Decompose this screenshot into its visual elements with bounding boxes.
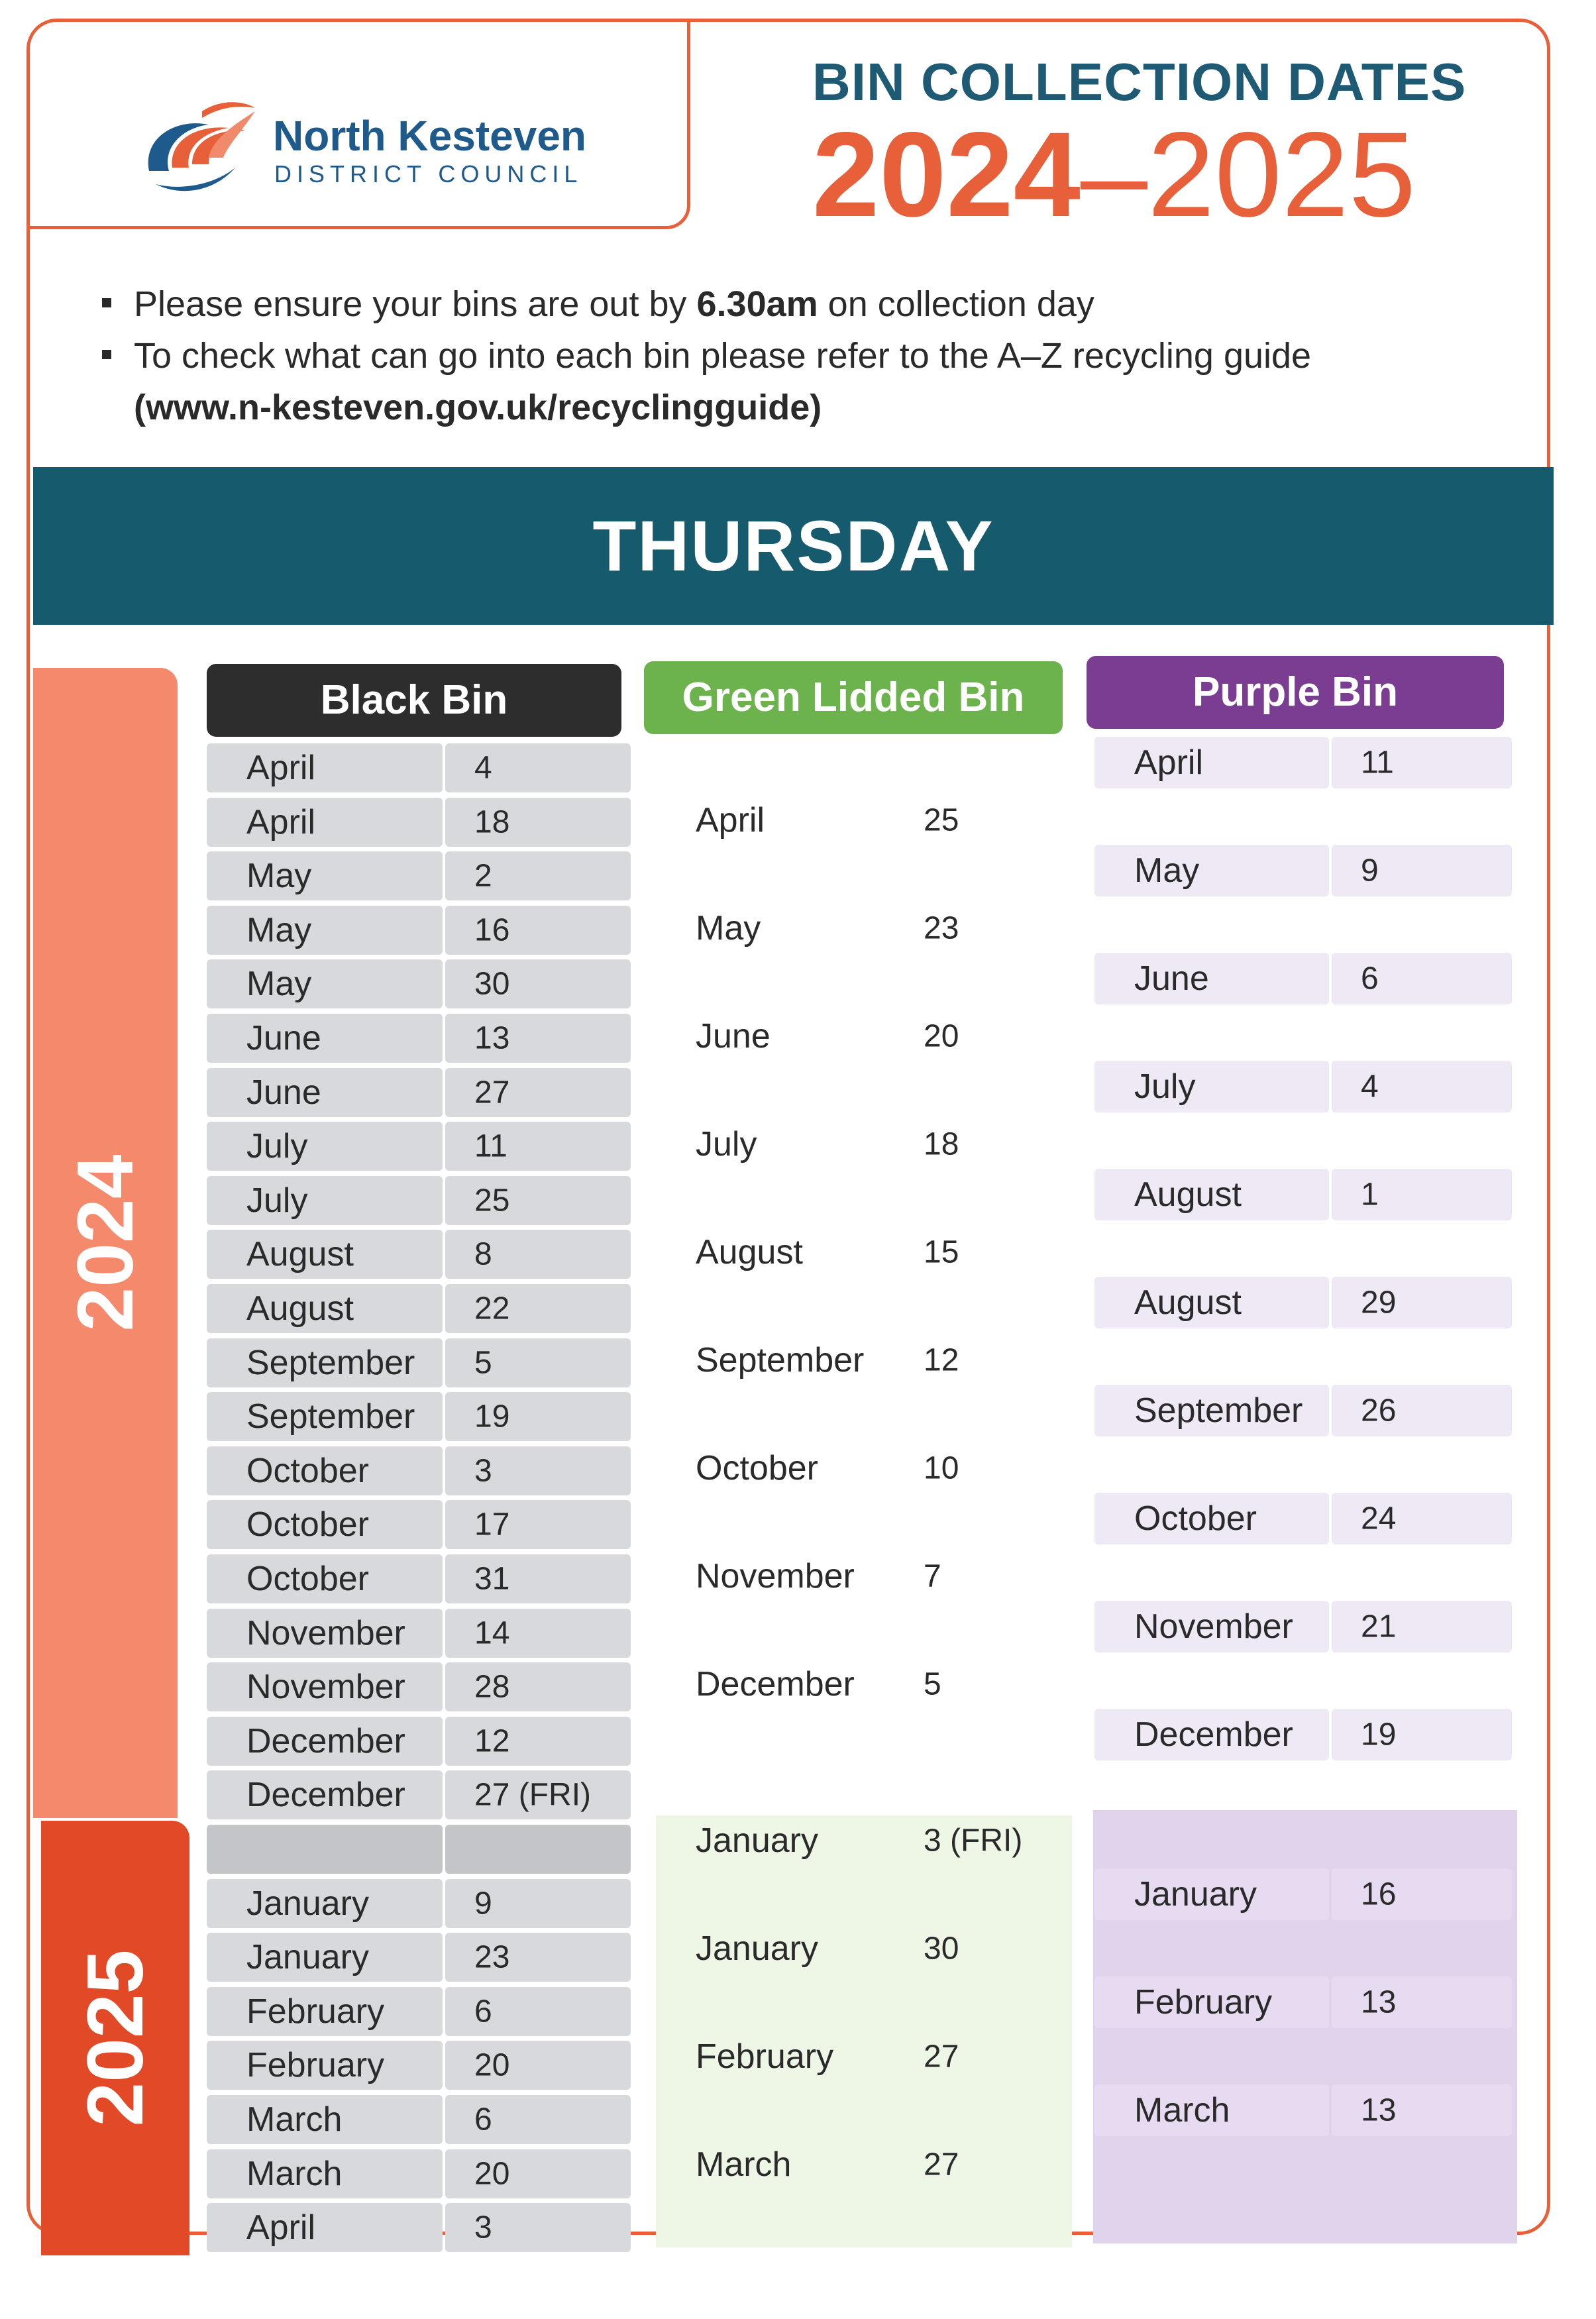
table-row xyxy=(656,903,1067,953)
day-value: 3 xyxy=(474,2210,492,2245)
day-value: 4 xyxy=(1361,1069,1379,1105)
table-row xyxy=(656,1227,1067,1277)
day-value: 25 xyxy=(474,1183,510,1218)
day-value: 3 xyxy=(474,1453,492,1489)
day-value: 28 xyxy=(474,1669,510,1705)
table-row xyxy=(656,1923,1067,1974)
day-value: 19 xyxy=(474,1399,510,1434)
day-cell xyxy=(445,1987,631,2036)
day-cell xyxy=(1332,1868,1512,1920)
table-row xyxy=(656,1011,1067,1061)
info-bullet-2 xyxy=(99,330,1491,382)
year-tab-2025 xyxy=(41,1821,189,2255)
table-row xyxy=(1094,1868,1512,1920)
month-label: July xyxy=(246,1181,308,1220)
month-label: August xyxy=(696,1233,803,1271)
month-cell xyxy=(207,1879,443,1928)
day-value: 19 xyxy=(1361,1717,1397,1753)
month-cell xyxy=(656,795,892,845)
day-cell xyxy=(445,743,631,792)
year-range-end: 2025 xyxy=(1147,107,1416,242)
month-cell xyxy=(1094,1976,1329,2028)
month-label: October xyxy=(1134,1499,1257,1538)
month-cell xyxy=(207,1609,443,1658)
day-cell xyxy=(1332,2084,1512,2136)
day-value: 27 (FRI) xyxy=(474,1777,592,1813)
month-label: August xyxy=(246,1235,354,1273)
month-cell xyxy=(207,1770,443,1819)
day-value: 22 xyxy=(474,1291,510,1326)
day-value: 30 xyxy=(474,966,510,1002)
month-cell xyxy=(1094,1385,1329,1436)
page-title: BIN COLLECTION DATES xyxy=(812,52,1467,111)
month-label: September xyxy=(246,1397,415,1436)
table-row xyxy=(207,851,631,900)
table-row xyxy=(1094,1061,1512,1112)
month-cell xyxy=(656,1011,892,1061)
month-label: January xyxy=(1134,1875,1257,1914)
month-cell xyxy=(207,1068,443,1117)
table-row xyxy=(1094,1976,1512,2028)
month-cell xyxy=(1094,1169,1329,1220)
month-cell xyxy=(207,798,443,847)
day-cell xyxy=(445,1717,631,1766)
month-cell xyxy=(656,1119,892,1169)
month-label: June xyxy=(246,1019,321,1057)
month-label: January xyxy=(246,1938,369,1976)
info-text: Please ensure your bins are out by xyxy=(134,284,697,324)
table-row xyxy=(207,1500,631,1549)
bullet-icon xyxy=(102,350,111,359)
table-row xyxy=(207,743,631,792)
day-cell xyxy=(1332,1277,1512,1328)
recycling-guide-link[interactable]: (www.n-kesteven.gov.uk/recyclingguide) xyxy=(134,388,822,427)
table-row xyxy=(656,1119,1067,1169)
month-cell xyxy=(207,2149,443,2198)
council-subtitle: DISTRICT COUNCIL xyxy=(274,160,583,188)
table-row xyxy=(1094,1169,1512,1220)
month-label: May xyxy=(1134,851,1200,890)
table-row xyxy=(207,906,631,955)
day-value: 31 xyxy=(474,1561,510,1597)
month-cell xyxy=(207,2041,443,2090)
day-cell xyxy=(894,1335,1067,1385)
month-label: September xyxy=(1134,1391,1303,1430)
month-cell xyxy=(1094,953,1329,1004)
month-cell xyxy=(207,959,443,1008)
month-label: May xyxy=(246,911,312,949)
month-label: June xyxy=(246,1073,321,1112)
month-label: January xyxy=(696,1821,818,1860)
day-value: 27 xyxy=(924,2147,959,2183)
month-cell xyxy=(207,1717,443,1766)
month-cell xyxy=(656,1335,892,1385)
table-row xyxy=(1094,953,1512,1004)
month-label: October xyxy=(696,1449,818,1487)
month-label: April xyxy=(246,803,316,841)
day-cell xyxy=(1332,1493,1512,1544)
month-label: April xyxy=(246,749,316,787)
table-row xyxy=(207,2095,631,2144)
table-row xyxy=(207,1176,631,1225)
month-label: December xyxy=(246,1776,405,1814)
day-cell xyxy=(1332,737,1512,788)
day-cell xyxy=(1332,1169,1512,1220)
day-cell xyxy=(445,2041,631,2090)
month-cell xyxy=(207,743,443,792)
day-value: 9 xyxy=(474,1886,492,1921)
day-cell xyxy=(445,1014,631,1063)
green-bin-table xyxy=(656,795,1067,2319)
green-bin-header: Green Lidded Bin xyxy=(644,661,1063,734)
month-cell xyxy=(207,1176,443,1225)
month-cell xyxy=(207,906,443,955)
table-row xyxy=(1094,1277,1512,1328)
month-cell xyxy=(207,1500,443,1549)
table-row xyxy=(207,1122,631,1171)
month-label: July xyxy=(1134,1067,1196,1106)
day-value: 20 xyxy=(474,2047,510,2083)
year-label: 2025 xyxy=(71,1949,160,2127)
month-label: July xyxy=(246,1127,308,1165)
month-cell xyxy=(1094,1493,1329,1544)
month-cell xyxy=(207,851,443,900)
day-cell xyxy=(445,906,631,955)
day-value: 25 xyxy=(924,802,959,838)
month-label: November xyxy=(696,1557,855,1595)
day-value: 23 xyxy=(474,1939,510,1975)
month-cell xyxy=(207,1446,443,1495)
day-cell xyxy=(445,1825,631,1874)
day-cell xyxy=(894,1551,1067,1601)
day-value: 18 xyxy=(924,1126,959,1162)
table-row xyxy=(207,2041,631,2090)
purple-bin-table xyxy=(1094,737,1512,2261)
month-cell xyxy=(207,1338,443,1387)
day-value: 2 xyxy=(474,858,492,894)
month-cell xyxy=(656,1443,892,1493)
month-cell xyxy=(656,1923,892,1974)
day-cell xyxy=(445,1122,631,1171)
table-row xyxy=(1094,1601,1512,1652)
month-cell xyxy=(207,1987,443,2036)
month-cell xyxy=(656,2139,892,2190)
table-row xyxy=(207,1609,631,1658)
month-label: June xyxy=(696,1017,771,1055)
day-cell xyxy=(894,1923,1067,1974)
month-label: May xyxy=(246,857,312,895)
black-bin-table xyxy=(207,743,631,2257)
day-value: 11 xyxy=(474,1128,507,1164)
council-name: North Kesteven xyxy=(273,112,586,160)
month-cell xyxy=(656,903,892,953)
day-value: 29 xyxy=(1361,1285,1397,1321)
day-cell xyxy=(445,1284,631,1333)
month-label: December xyxy=(696,1665,855,1703)
table-row xyxy=(207,1717,631,1766)
table-row xyxy=(656,2139,1067,2190)
table-row xyxy=(656,1443,1067,1493)
day-cell xyxy=(445,959,631,1008)
month-label: August xyxy=(246,1289,354,1328)
day-cell xyxy=(1332,1061,1512,1112)
day-cell xyxy=(445,1609,631,1658)
month-label: March xyxy=(246,2155,343,2193)
month-label: October xyxy=(246,1560,369,1598)
year-range-start: 2024 xyxy=(812,107,1081,242)
table-row xyxy=(656,1815,1067,1866)
day-value: 30 xyxy=(924,1931,959,1967)
table-row xyxy=(207,1770,631,1819)
month-label: December xyxy=(246,1722,405,1760)
month-label: April xyxy=(246,2208,316,2247)
table-row xyxy=(207,1392,631,1441)
table-row xyxy=(207,1879,631,1928)
table-row xyxy=(1094,1493,1512,1544)
day-cell xyxy=(445,1068,631,1117)
table-row xyxy=(656,1659,1067,1709)
day-cell xyxy=(1332,1709,1512,1760)
month-label: July xyxy=(696,1125,757,1163)
month-cell xyxy=(1094,1709,1329,1760)
day-cell xyxy=(445,1554,631,1603)
day-cell xyxy=(445,1446,631,1495)
day-value: 10 xyxy=(924,1450,959,1486)
month-label: February xyxy=(1134,1983,1273,2022)
table-row xyxy=(656,1335,1067,1385)
day-value: 4 xyxy=(474,750,492,786)
month-cell xyxy=(1094,1601,1329,1652)
day-value: 13 xyxy=(1361,2092,1397,2128)
day-cell xyxy=(894,1119,1067,1169)
day-cell xyxy=(894,903,1067,953)
table-row xyxy=(207,2149,631,2198)
month-cell xyxy=(207,1122,443,1171)
day-cell xyxy=(894,2031,1067,2082)
day-value: 9 xyxy=(1361,853,1379,889)
day-cell xyxy=(1332,953,1512,1004)
day-cell xyxy=(894,1815,1067,1866)
month-cell xyxy=(207,2095,443,2144)
council-logo-icon xyxy=(136,91,262,197)
day-cell xyxy=(445,1770,631,1819)
day-value: 21 xyxy=(1361,1609,1397,1645)
day-value: 12 xyxy=(474,1723,510,1759)
day-value: 16 xyxy=(1361,1876,1397,1912)
table-row xyxy=(207,2203,631,2252)
info-text: To check what can go into each bin please refer to the A–Z recycling guide xyxy=(134,336,1312,376)
day-value: 3 (FRI) xyxy=(924,1823,1023,1859)
day-value: 15 xyxy=(924,1234,959,1270)
table-row xyxy=(207,1662,631,1711)
purple-bin-header: Purple Bin xyxy=(1087,656,1504,729)
month-cell xyxy=(207,1392,443,1441)
month-label: October xyxy=(246,1505,369,1544)
table-row xyxy=(207,1338,631,1387)
month-label: August xyxy=(1134,1175,1242,1214)
table-row xyxy=(1094,2084,1512,2136)
table-row xyxy=(1094,1385,1512,1436)
month-cell xyxy=(207,1014,443,1063)
table-row xyxy=(207,1230,631,1279)
month-label: December xyxy=(1134,1715,1293,1754)
day-cell xyxy=(445,2203,631,2252)
day-value: 13 xyxy=(474,1020,510,1056)
month-label: November xyxy=(246,1614,405,1652)
day-cell xyxy=(1332,1976,1512,2028)
month-label: September xyxy=(246,1344,415,1382)
month-cell xyxy=(207,1284,443,1333)
info-notes xyxy=(99,278,1491,433)
month-label: March xyxy=(246,2100,343,2139)
table-row xyxy=(207,1068,631,1117)
month-cell xyxy=(207,1554,443,1603)
day-cell xyxy=(894,1659,1067,1709)
day-value: 5 xyxy=(924,1666,941,1702)
month-label: March xyxy=(696,2145,792,2184)
month-cell xyxy=(207,2203,443,2252)
month-label: October xyxy=(246,1452,369,1490)
day-value: 26 xyxy=(1361,1393,1397,1429)
month-cell xyxy=(207,1230,443,1279)
day-value: 27 xyxy=(924,2039,959,2075)
day-cell xyxy=(445,851,631,900)
month-label: September xyxy=(696,1341,865,1379)
table-row xyxy=(1094,1709,1512,1760)
table-row xyxy=(207,1284,631,1333)
day-value: 18 xyxy=(474,804,510,840)
year-range-dash: – xyxy=(1080,107,1148,242)
day-value: 20 xyxy=(924,1018,959,1054)
day-cell xyxy=(1332,1601,1512,1652)
day-value: 13 xyxy=(1361,1984,1397,2020)
day-cell xyxy=(894,1011,1067,1061)
table-row xyxy=(207,1446,631,1495)
info-bullet-1 xyxy=(99,278,1491,330)
info-text: on collection day xyxy=(818,284,1094,324)
month-label: August xyxy=(1134,1283,1242,1322)
day-cell xyxy=(445,1230,631,1279)
table-row xyxy=(207,1933,631,1982)
day-cell xyxy=(894,795,1067,845)
month-cell xyxy=(656,2031,892,2082)
day-value: 1 xyxy=(1361,1177,1379,1213)
month-label: January xyxy=(696,1929,818,1968)
month-label: May xyxy=(696,909,761,947)
day-cell xyxy=(445,1338,631,1387)
day-cell xyxy=(1332,845,1512,896)
day-cell xyxy=(445,1879,631,1928)
month-label: May xyxy=(246,965,312,1003)
table-row xyxy=(1094,845,1512,896)
day-value: 6 xyxy=(474,2102,492,2137)
day-cell xyxy=(894,2139,1067,2190)
month-label: June xyxy=(1134,959,1209,998)
day-value: 16 xyxy=(474,912,510,948)
black-bin-header: Black Bin xyxy=(207,664,621,737)
day-cell xyxy=(445,2095,631,2144)
day-value: 23 xyxy=(924,910,959,946)
month-label: April xyxy=(1134,743,1204,782)
month-label: November xyxy=(246,1668,405,1706)
day-value: 17 xyxy=(474,1507,510,1542)
month-cell xyxy=(1094,1277,1329,1328)
table-row xyxy=(656,795,1067,845)
day-value: 5 xyxy=(474,1345,492,1381)
month-cell xyxy=(207,1933,443,1982)
year-tab-2024 xyxy=(33,668,178,1818)
month-label: April xyxy=(696,801,765,839)
day-cell xyxy=(445,1500,631,1549)
day-value: 20 xyxy=(474,2156,510,2192)
month-cell xyxy=(1094,737,1329,788)
month-label: February xyxy=(696,2037,834,2076)
table-row xyxy=(1094,737,1512,788)
collection-day-banner: THURSDAY xyxy=(33,467,1554,625)
month-cell xyxy=(656,1227,892,1277)
day-cell xyxy=(445,1662,631,1711)
month-label: March xyxy=(1134,2091,1230,2130)
month-cell xyxy=(656,1551,892,1601)
day-cell xyxy=(1332,1385,1512,1436)
day-cell xyxy=(445,1392,631,1441)
month-label: February xyxy=(246,2046,385,2084)
table-row xyxy=(656,1551,1067,1601)
month-label: November xyxy=(1134,1607,1293,1646)
logo-box xyxy=(27,19,690,229)
month-cell xyxy=(656,1815,892,1866)
day-value: 24 xyxy=(1361,1501,1397,1537)
month-cell xyxy=(1094,2084,1329,2136)
day-cell xyxy=(445,798,631,847)
day-cell xyxy=(445,1933,631,1982)
year-range xyxy=(812,107,1416,242)
day-cell xyxy=(894,1227,1067,1277)
day-cell xyxy=(445,2149,631,2198)
year-label: 2024 xyxy=(61,1154,150,1332)
month-cell xyxy=(1094,1868,1329,1920)
bullet-icon xyxy=(102,298,111,307)
month-cell xyxy=(207,1825,443,1874)
table-row xyxy=(656,2031,1067,2082)
day-value: 11 xyxy=(1361,745,1394,781)
table-row xyxy=(207,798,631,847)
day-value: 8 xyxy=(474,1236,492,1272)
table-row xyxy=(207,1987,631,2036)
day-value: 6 xyxy=(474,1994,492,2029)
month-label: January xyxy=(246,1884,369,1923)
month-cell xyxy=(207,1662,443,1711)
month-cell xyxy=(1094,845,1329,896)
table-row xyxy=(207,959,631,1008)
month-cell xyxy=(1094,1061,1329,1112)
day-value: 27 xyxy=(474,1075,510,1110)
table-row xyxy=(207,1014,631,1063)
day-value: 14 xyxy=(474,1615,510,1651)
day-cell xyxy=(445,1176,631,1225)
collection-time: 6.30am xyxy=(696,284,818,324)
table-row xyxy=(207,1554,631,1603)
day-cell xyxy=(894,1443,1067,1493)
month-cell xyxy=(656,1659,892,1709)
month-label: February xyxy=(246,1992,385,2031)
day-value: 7 xyxy=(924,1558,941,1594)
day-value: 6 xyxy=(1361,961,1379,997)
day-value: 12 xyxy=(924,1342,959,1378)
table-row xyxy=(207,1825,631,1874)
